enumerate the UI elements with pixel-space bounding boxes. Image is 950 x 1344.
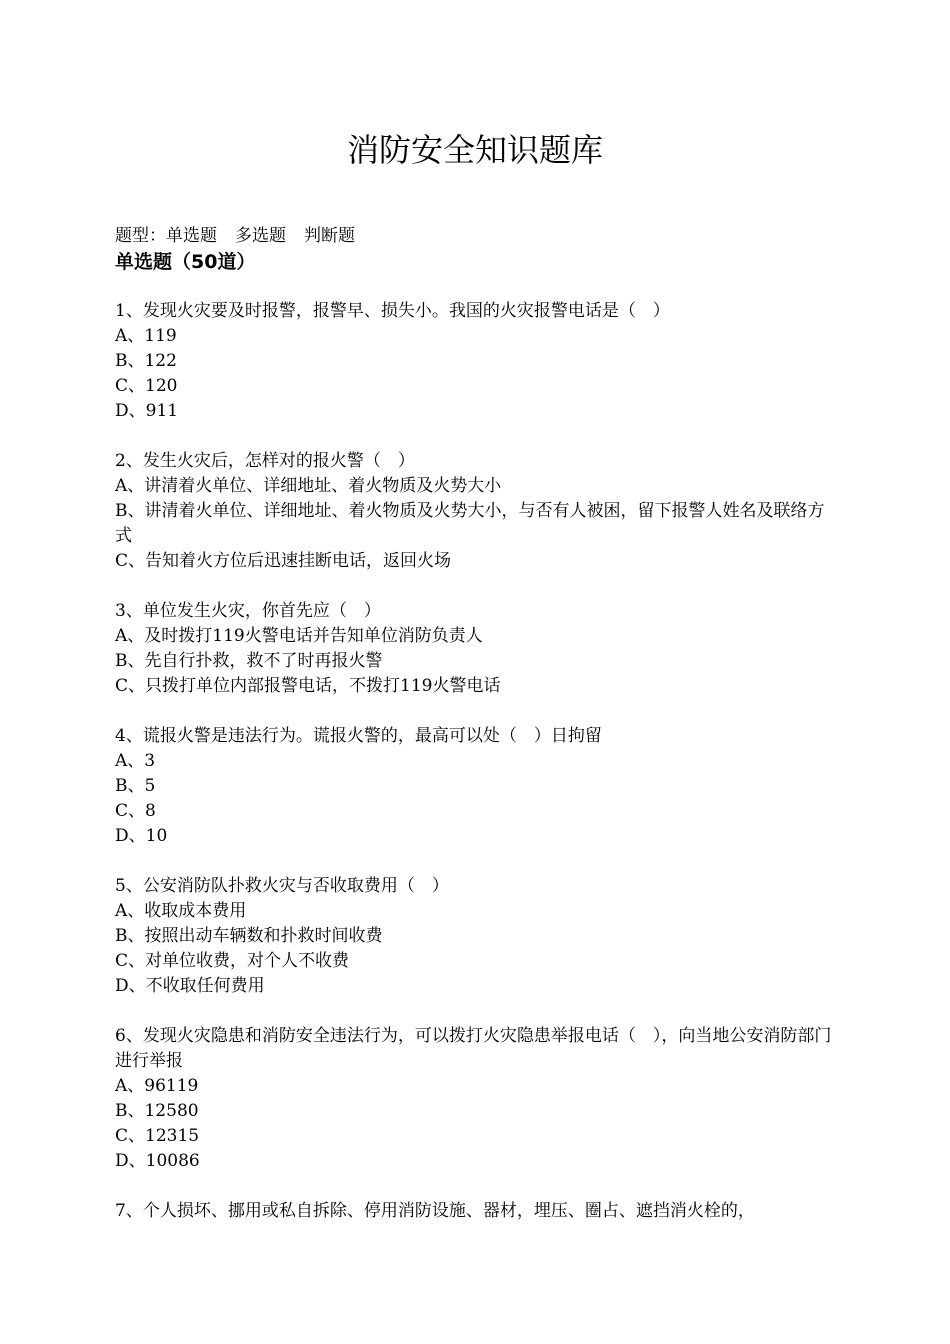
question-text: 1、发现火灾要及时报警，报警早、损失小。我国的火灾报警电话是（ ） [115,301,670,321]
question-text: 4、谎报火警是违法行为。谎报火警的，最高可以处（ ）日拘留 [115,726,602,746]
type-single-choice: 单选题 [166,226,217,246]
types-separator [286,224,304,249]
answer-option: A、3 [115,751,156,771]
question-item [115,449,840,574]
answer-option: C、告知着火方位后迅速挂断电话，返回火场 [115,551,452,571]
question-text: 2、发生火灾后，怎样对的报火警（ ） [115,451,415,471]
question-text: 5、公安消防队扑救火灾与否收取费用（ ） [115,876,449,896]
document-title: 消防安全知识题库 [346,131,603,169]
question-item [115,299,840,424]
answer-option: B、12580 [115,1101,199,1121]
question-list [115,299,840,1224]
answer-option: D、10086 [115,1151,200,1171]
question-types-line [115,224,840,249]
type-true-false: 判断题 [304,226,355,246]
answer-option: B、122 [115,351,177,371]
question-text: 7、个人损坏、挪用或私自拆除、停用消防设施、器材，埋压、圈占、遮挡消火栓的， [115,1201,755,1221]
answer-option: B、按照出动车辆数和扑救时间收费 [115,926,383,946]
question-item [115,874,840,999]
answer-option: A、及时拨打119火警电话并告知单位消防负责人 [115,626,483,646]
answer-option: C、120 [115,376,178,396]
answer-option: B、先自行扑救，救不了时再报火警 [115,651,383,671]
types-separator [217,224,235,249]
answer-option: C、8 [115,801,156,821]
question-item [115,1199,840,1224]
answer-option: B、5 [115,776,156,796]
answer-option: D、911 [115,401,179,421]
answer-option: B、讲清着火单位、详细地址、着火物质及火势大小，与否有人被困，留下报警人姓名及联络方式 [115,501,825,546]
answer-option: A、96119 [115,1076,199,1096]
answer-option: D、10 [115,826,168,846]
question-item [115,724,840,849]
answer-option: A、119 [115,326,177,346]
answer-option: A、收取成本费用 [115,901,247,921]
answer-option: C、只拨打单位内部报警电话，不拨打119火警电话 [115,676,501,696]
document-body [115,224,840,1249]
answer-option: C、对单位收费，对个人不收费 [115,951,350,971]
question-item [115,599,840,699]
question-item [115,1024,840,1174]
answer-option: A、讲清着火单位、详细地址、着火物质及火势大小 [115,476,502,496]
question-text: 3、单位发生火灾，你首先应（ ） [115,601,381,621]
question-text: 6、发现火灾隐患和消防安全违法行为，可以拨打火灾隐患举报电话（ ），向当地公安消防部门进行举报 [115,1026,832,1071]
answer-option: D、不收取任何费用 [115,976,265,996]
type-multiple-choice: 多选题 [235,226,286,246]
answer-option: C、12315 [115,1126,200,1146]
section-heading: 单选题（50道） [115,251,256,273]
types-label: 题型： [115,226,166,246]
